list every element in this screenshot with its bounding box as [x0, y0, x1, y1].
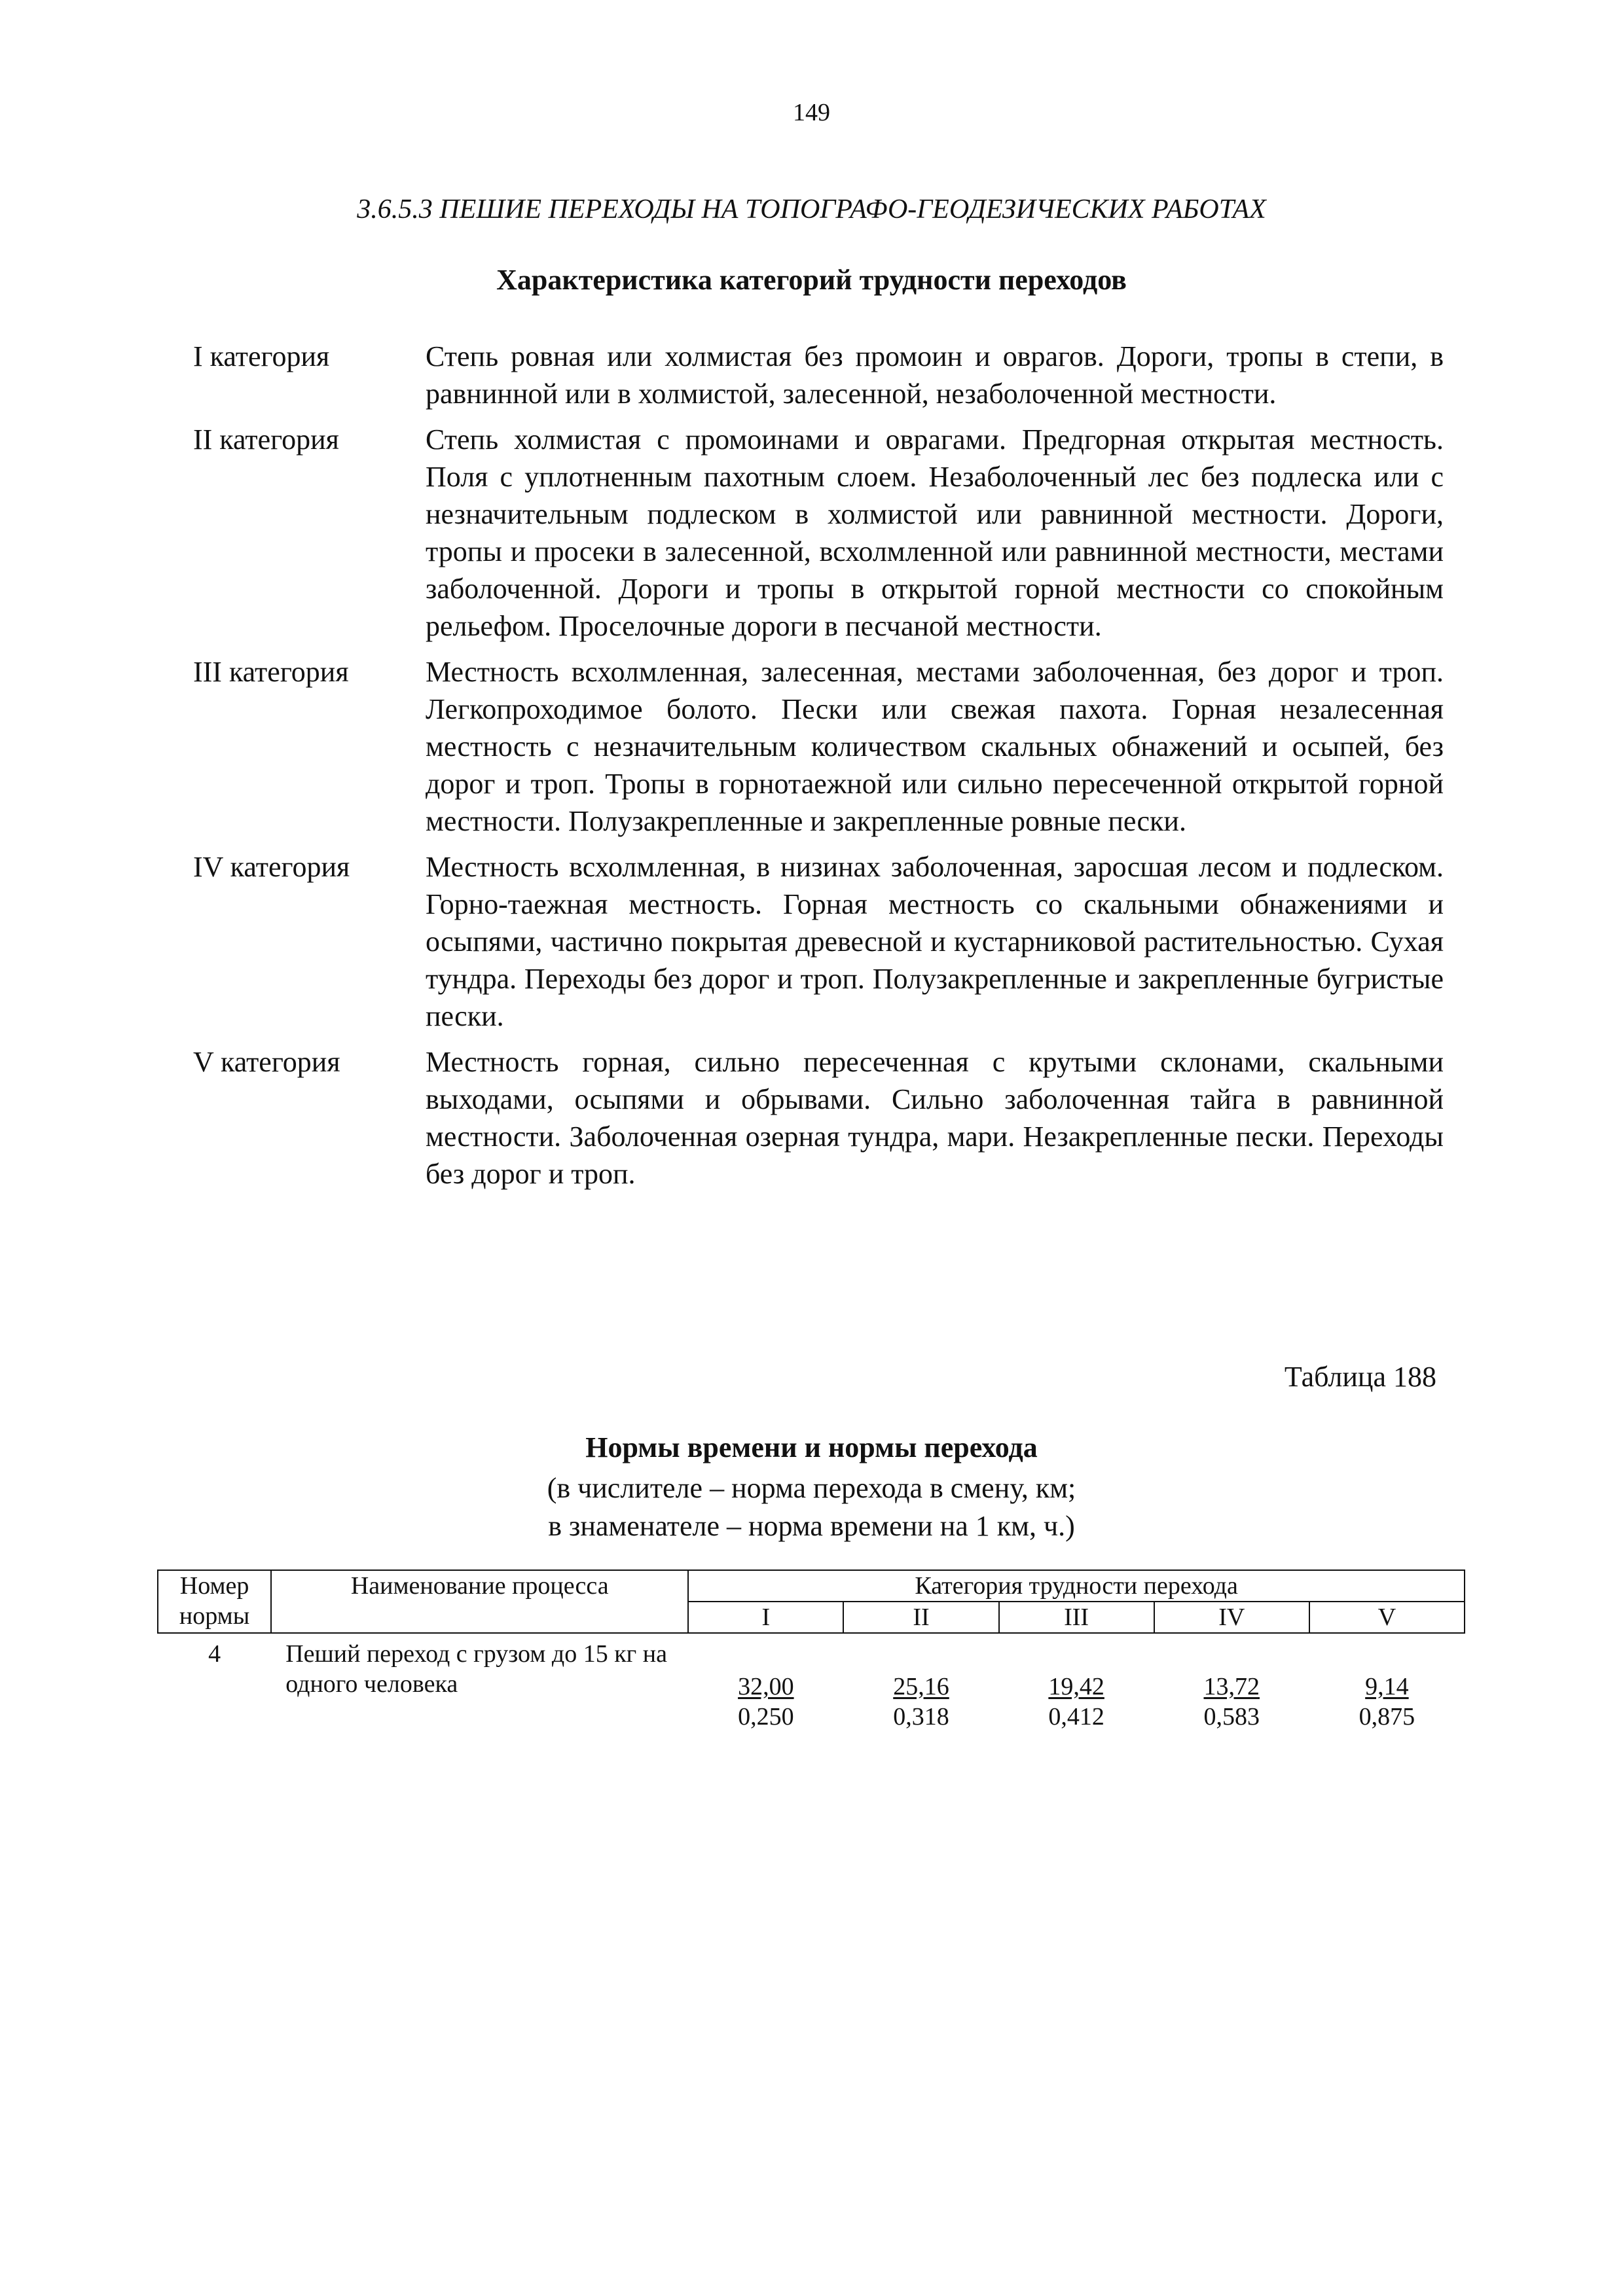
- category-label: II категория: [193, 423, 339, 456]
- norm-denominator: 0,583: [1203, 1703, 1260, 1731]
- norm-denominator: 0,875: [1359, 1703, 1415, 1731]
- category-description: Местность всхолмленная, залесенная, местами заболоченная, без дорог и троп. Легкопроходимое болото. Пески или свежая пахота. Горная незалесенная местность с незначительным количеством скальных обнажений и осыпей, без дорог и троп. Тропы в горнотаежной или сильно пересеченной открытой горной местности. Полузакрепленные и закрепленные ровные пески.: [426, 656, 1444, 837]
- category-description: Степь холмистая с промоинами и оврагами. Предгорная открытая местность. Поля с уплотненным пахотным слоем. Незаболоченный лес без подлеска или с незначительным подлеском в холмистой или равнинной местности. Дороги, тропы и просеки в залесенной, всхолмленной или равнинной местности, местами заболоченной. Дороги и тропы в открытой горной местности со спокойным рельефом. Проселочные дороги в песчаной местности.: [426, 423, 1444, 642]
- category-label: IV категория: [193, 851, 350, 883]
- norm-numerator: 19,42: [1048, 1673, 1104, 1700]
- category-item-3: [193, 653, 1444, 840]
- header-process-name: Наименование процесса: [271, 1570, 688, 1633]
- norm-denominator: 0,250: [738, 1703, 794, 1731]
- categories-heading: Характеристика категорий трудности переходов: [496, 264, 1127, 296]
- header-category-iii: III: [999, 1602, 1154, 1633]
- header-norm-number-line-1: Номер: [179, 1572, 249, 1600]
- norms-subtitle-line-2: в знаменателе – норма времени на 1 км, ч.): [548, 1510, 1075, 1542]
- category-description: Степь ровная или холмистая без промоин и оврагов. Дороги, тропы в степи, в равнинной или в холмистой, залесенной, незаболоченной местности.: [426, 340, 1444, 410]
- page-number: 149: [793, 99, 830, 126]
- category-item-4: [193, 848, 1444, 1035]
- header-category-group: Категория трудности перехода: [688, 1570, 1465, 1602]
- value-cell-ii: [843, 1633, 998, 1732]
- value-cell-iv: [1154, 1633, 1309, 1732]
- norm-numerator: 32,00: [738, 1673, 794, 1700]
- norms-table: [157, 1570, 1465, 1732]
- table-header-row: [158, 1570, 1465, 1602]
- value-cell-iii: [999, 1633, 1154, 1732]
- section-title: 3.6.5.3 ПЕШИЕ ПЕРЕХОДЫ НА ТОПОГРАФО-ГЕОДЕЗИЧЕСКИХ РАБОТАХ: [357, 194, 1266, 224]
- header-category-ii: II: [843, 1602, 998, 1633]
- header-category-i: I: [688, 1602, 843, 1633]
- norms-title: Нормы времени и нормы перехода: [585, 1431, 1038, 1463]
- category-item-5: [193, 1043, 1444, 1193]
- category-label: V категория: [193, 1046, 340, 1078]
- category-label: I категория: [193, 340, 330, 372]
- process-name-cell: Пеший переход с грузом до 15 кг на одного человека: [285, 1640, 667, 1698]
- header-category-v: V: [1309, 1602, 1465, 1633]
- category-item-2: [193, 421, 1444, 645]
- table-caption: Таблица 188: [1284, 1361, 1436, 1393]
- norm-number-cell: 4: [208, 1640, 221, 1668]
- norm-numerator: 13,72: [1203, 1673, 1260, 1700]
- norms-subtitle-line-1: (в числителе – норма перехода в смену, км;: [547, 1472, 1076, 1504]
- norm-numerator: 9,14: [1365, 1673, 1409, 1700]
- value-cell-v: [1309, 1633, 1465, 1732]
- value-cell-i: [688, 1633, 843, 1732]
- category-item-1: [193, 338, 1444, 412]
- norm-denominator: 0,318: [893, 1703, 949, 1731]
- norm-numerator: 25,16: [893, 1673, 949, 1700]
- header-norm-number-line-2: нормы: [179, 1602, 250, 1630]
- category-description: Местность всхолмленная, в низинах заболоченная, заросшая лесом и подлеском. Горно-таежная местность. Горная местность со скальными обнажениями и осыпями, частично покрытая древесной и кустарниковой растительностью. Сухая тундра. Переходы без дорог и троп. Полузакрепленные и закрепленные бугристые пески.: [426, 851, 1444, 1032]
- category-label: III категория: [193, 656, 349, 688]
- category-list: [193, 338, 1444, 1201]
- header-norm-number: [158, 1570, 271, 1633]
- norm-denominator: 0,412: [1048, 1703, 1104, 1731]
- table-row: [158, 1633, 1465, 1732]
- header-category-iv: IV: [1154, 1602, 1309, 1633]
- category-description: Местность горная, сильно пересеченная с крутыми склонами, скальными выходами, осыпями и обрывами. Сильно заболоченная тайга в равнинной местности. Заболоченная озерная тундра, мари. Незакрепленные пески. Переходы без дорог и троп.: [426, 1046, 1444, 1190]
